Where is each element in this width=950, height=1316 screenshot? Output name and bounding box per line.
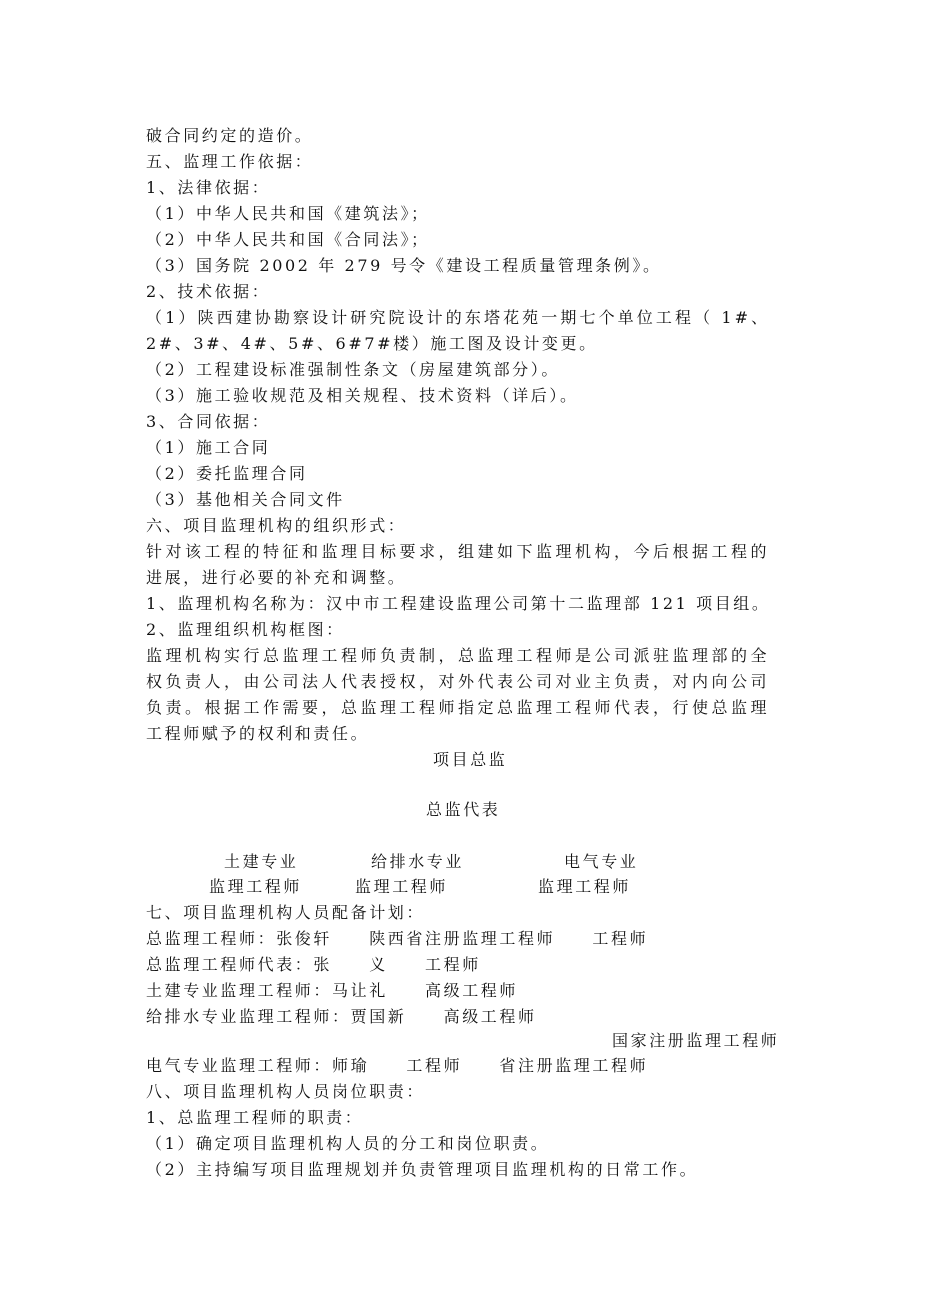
- list-item: （2）工程建设标准强制性条文（房屋建筑部分）。: [146, 360, 560, 379]
- sub-heading: 2、技术依据：: [146, 282, 271, 301]
- org-chart-civil-engineer: 监理工程师: [209, 877, 303, 896]
- staff-line: 电气专业监理工程师：师瑜 工程师 省注册监理工程师: [146, 1056, 649, 1075]
- section-heading: 五、监理工作依据：: [146, 152, 314, 171]
- list-item: （3）基他相关合同文件: [146, 490, 345, 509]
- list-item: （2）委托监理合同: [146, 464, 308, 483]
- text-line: 工程师赋予的权利和责任。: [146, 724, 370, 743]
- list-item: （2）中华人民共和国《合同法》；: [146, 230, 430, 249]
- text-line: 2、监理组织机构框图：: [146, 620, 345, 639]
- justified-text: （1）陕西建协勘察设计研究院设计的东塔花苑一期七个单位工程（ 1#、: [146, 308, 771, 327]
- sub-heading: 3、合同依据：: [146, 412, 271, 431]
- staff-line: 总监理工程师代表：张 义 工程师: [146, 955, 481, 974]
- section-heading: 六、项目监理机构的组织形式：: [146, 516, 407, 535]
- list-item: （1）确定项目监理机构人员的分工和岗位职责。: [146, 1134, 550, 1153]
- section-heading: 七、项目监理机构人员配备计划：: [146, 903, 426, 922]
- list-item: （2）主持编写项目监理规划并负责管理项目监理机构的日常工作。: [146, 1160, 699, 1179]
- text-line: 进展，进行必要的补充和调整。: [146, 568, 407, 587]
- staff-line: 给排水专业监理工程师：贾国新 高级工程师: [146, 1007, 537, 1026]
- list-item: [146, 308, 826, 328]
- section-heading: 八、项目监理机构人员岗位职责：: [146, 1082, 426, 1101]
- list-item: （3）国务院 2002 年 279 号令《建设工程质量管理条例》。: [146, 256, 662, 275]
- text-line: 2#、3#、4#、5#、6#7#楼）施工图及设计变更。: [146, 334, 598, 353]
- text-line: 针对该工程的特征和监理目标要求，组建如下监理机构，今后根据工程的: [146, 542, 771, 561]
- text-line: 负责。根据工作需要，总监理工程师指定总监理工程师代表，行使总监理: [146, 698, 771, 717]
- org-chart-deputy: 总监代表: [426, 800, 501, 819]
- sub-heading: 1、总监理工程师的职责：: [146, 1108, 364, 1127]
- org-chart-electrical-major: 电气专业: [564, 852, 639, 871]
- staff-line-note: 国家注册监理工程师: [612, 1031, 780, 1050]
- org-chart-electrical-engineer: 监理工程师: [538, 877, 632, 896]
- list-item: （3）施工验收规范及相关规程、技术资料（详后）。: [146, 386, 579, 405]
- text-line: 破合同约定的造价。: [146, 126, 314, 145]
- text-line: 监理机构实行总监理工程师负责制，总监理工程师是公司派驻监理部的全: [146, 646, 771, 665]
- staff-line: 总监理工程师：张俊轩 陕西省注册监理工程师 工程师: [146, 929, 649, 948]
- org-chart-civil-major: 土建专业: [224, 852, 299, 871]
- list-item: （1）中华人民共和国《建筑法》；: [146, 204, 430, 223]
- org-chart-plumbing-major: 给排水专业: [371, 852, 465, 871]
- text-line: 权负责人，由公司法人代表授权，对外代表公司对业主负责，对内向公司: [146, 672, 771, 691]
- list-item: （1）施工合同: [146, 438, 271, 457]
- text-line: 1、监理机构名称为：汉中市工程建设监理公司第十二监理部 121 项目组。: [146, 594, 771, 613]
- staff-line: 土建专业监理工程师：马让礼 高级工程师: [146, 981, 519, 1000]
- org-chart-top: 项目总监: [433, 750, 508, 769]
- org-chart-plumbing-engineer: 监理工程师: [355, 877, 449, 896]
- sub-heading: 1、法律依据：: [146, 178, 271, 197]
